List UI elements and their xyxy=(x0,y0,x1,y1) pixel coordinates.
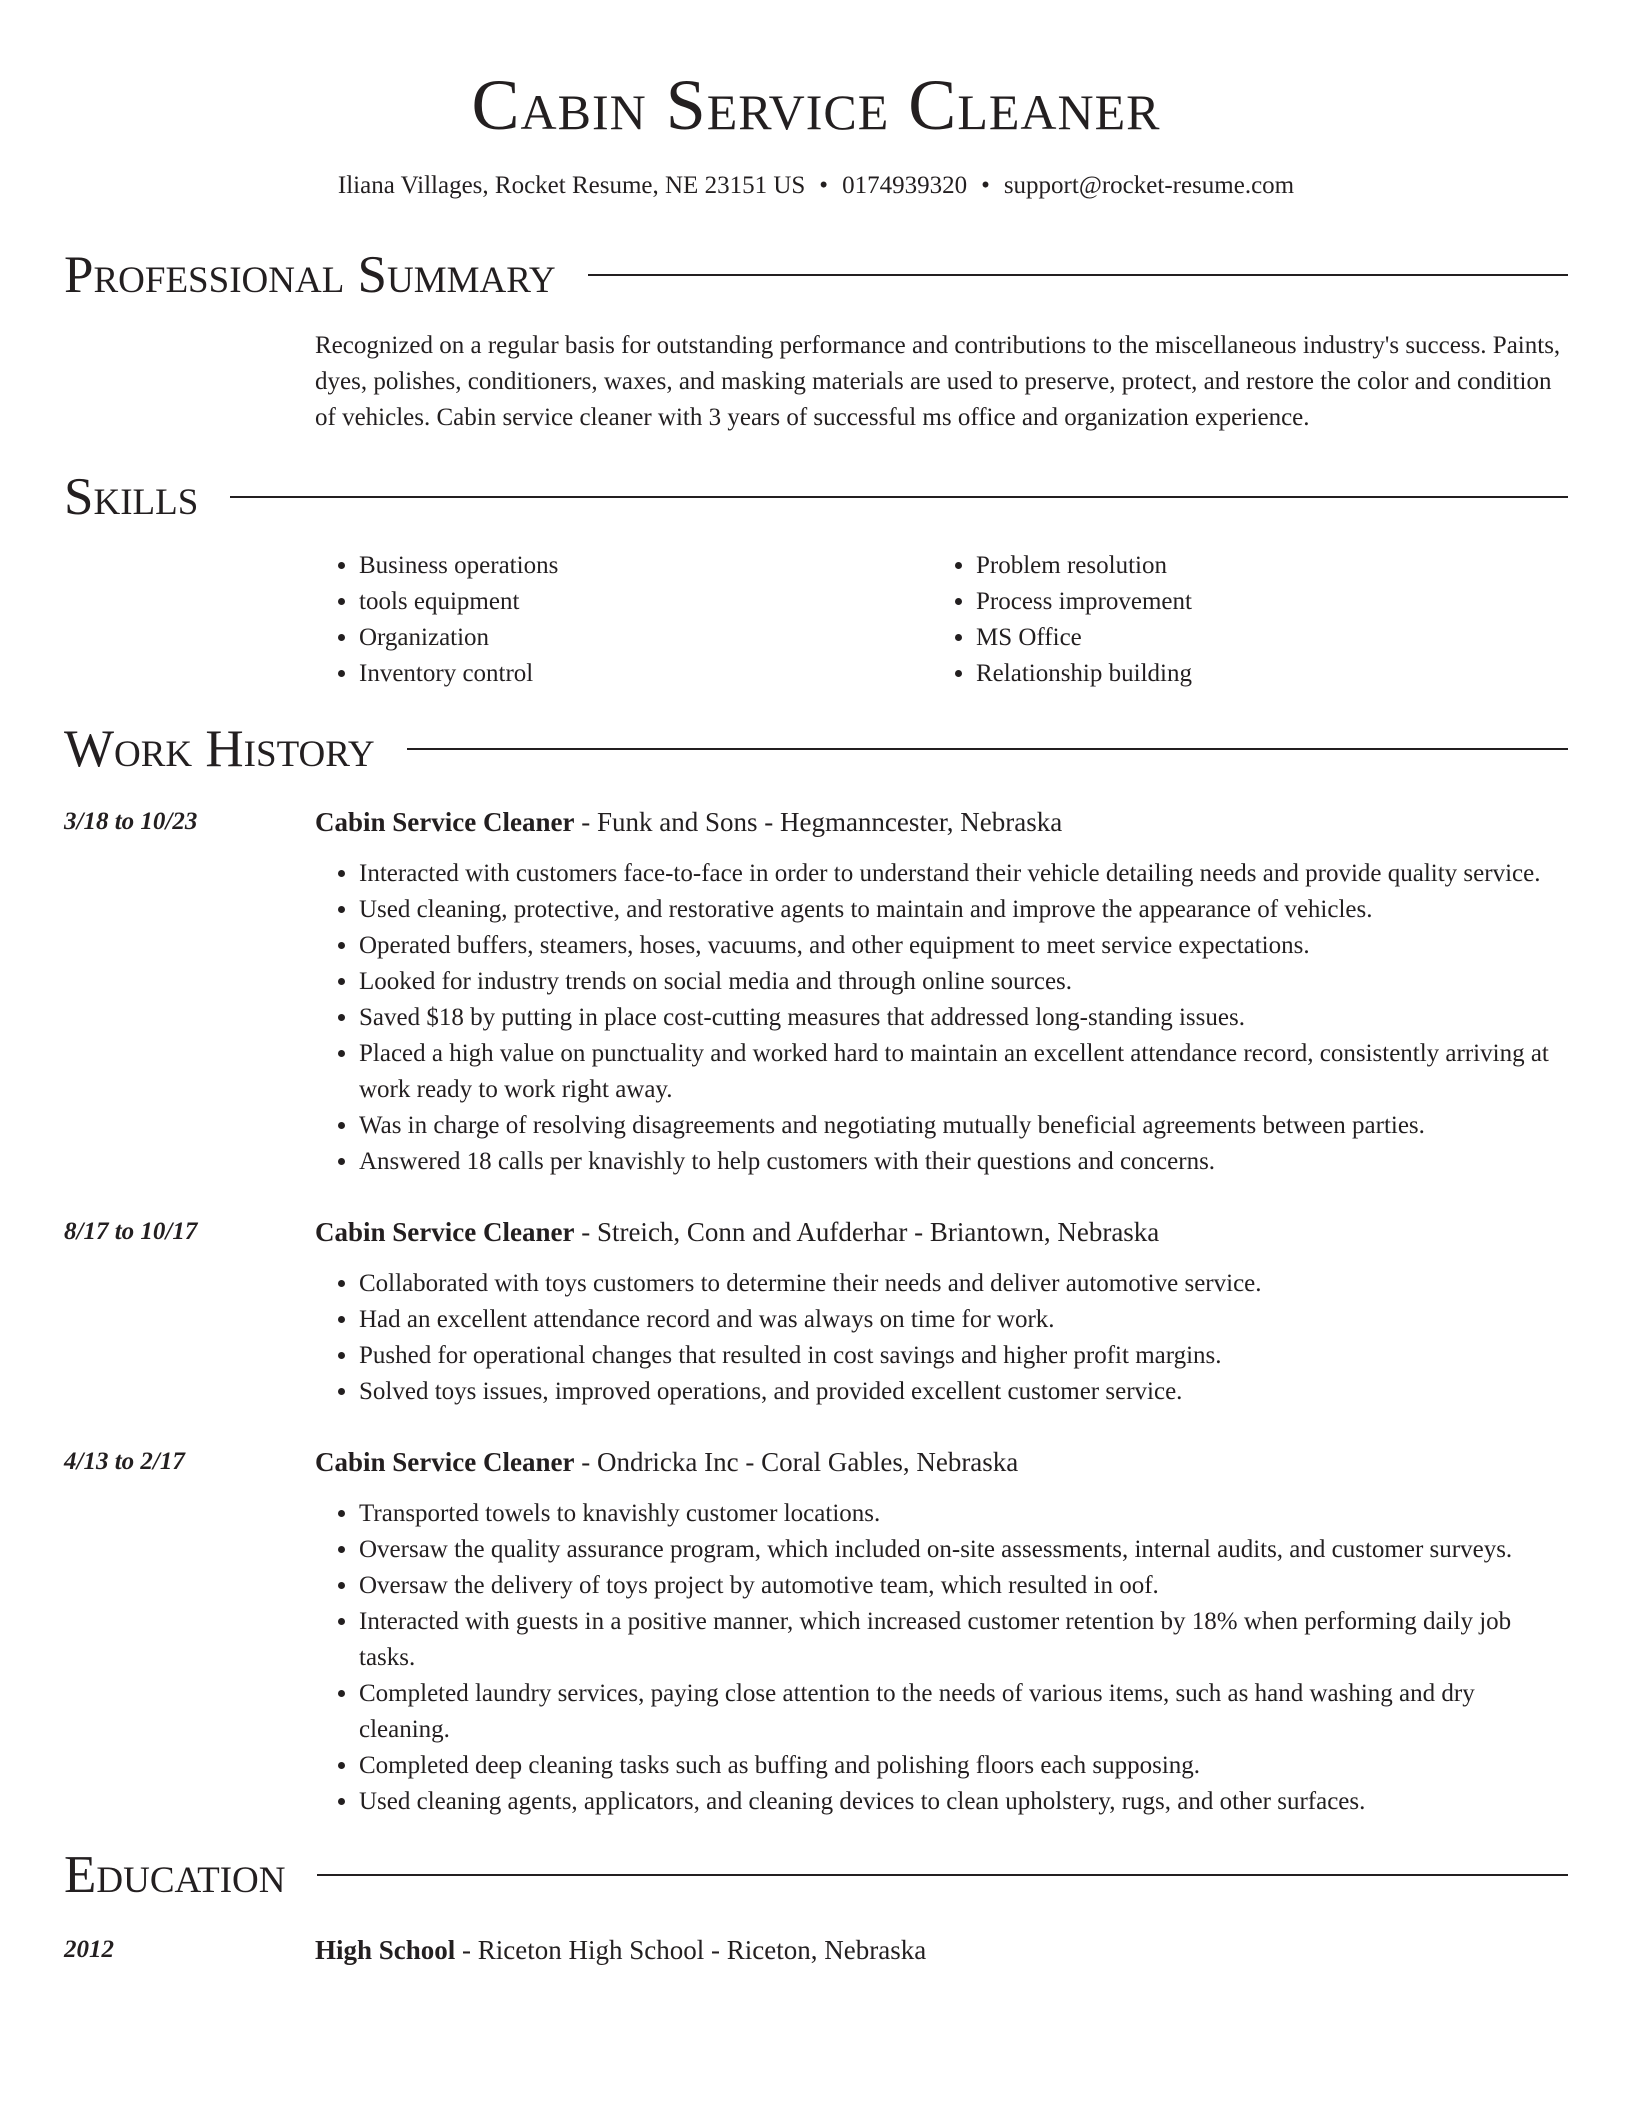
section-title-skills: Skills xyxy=(64,468,199,526)
job-bullet: • Interacted with customers face-to-face in order to understand their vehicle detailing needs and provide quality service. xyxy=(359,856,1568,892)
section-divider xyxy=(230,496,1568,498)
work-section-header xyxy=(64,718,1568,780)
skills-list-left xyxy=(315,548,932,692)
job-bullet: • Solved toys issues, improved operations, and provided excellent customer service. xyxy=(359,1374,1568,1410)
contact-line xyxy=(64,170,1568,202)
skills-list-right xyxy=(932,548,1549,692)
job-role: Cabin Service Cleaner xyxy=(315,807,575,837)
job-bullet: • Used cleaning agents, applicators, and cleaning devices to clean upholstery, rugs, and other surfaces. xyxy=(359,1784,1568,1820)
separator: • xyxy=(981,172,990,199)
job-bullet: • Answered 18 calls per knavishly to help customers with their questions and concerns. xyxy=(359,1144,1568,1180)
job-bullet: • Had an excellent attendance record and was always on time for work. xyxy=(359,1302,1568,1338)
job-company: - Ondricka Inc - Coral Gables, Nebraska xyxy=(574,1447,1019,1477)
job-company: - Streich, Conn and Aufderhar - Briantown, Nebraska xyxy=(574,1217,1160,1247)
education-line xyxy=(315,1932,1568,1968)
job-bullet: • Used cleaning, protective, and restorative agents to maintain and improve the appearance of vehicles. xyxy=(359,892,1568,928)
job-bullet: • Operated buffers, steamers, hoses, vacuums, and other equipment to meet service expectations. xyxy=(359,928,1568,964)
email: support@rocket-resume.com xyxy=(1003,172,1295,199)
skill-item: • Organization xyxy=(359,620,932,656)
skill-item: • Problem resolution xyxy=(976,548,1549,584)
education-year: 2012 xyxy=(64,1936,114,1963)
job-bullets xyxy=(315,856,1568,1180)
job-bullet: • Interacted with guests in a positive manner, which increased customer retention by 18% when performing daily job tasks. xyxy=(359,1604,1568,1676)
skill-item: • Business operations xyxy=(359,548,932,584)
resume-page xyxy=(64,0,1568,1968)
skills-row xyxy=(64,528,1568,692)
job-bullet: • Was in charge of resolving disagreements and negotiating mutually beneficial agreements between parties. xyxy=(359,1108,1568,1144)
skills-grid xyxy=(315,548,1568,692)
summary-text: Recognized on a regular basis for outstanding performance and contributions to the miscellaneous industry's success. Paints, dyes, polishes, conditioners, waxes, and masking materials are used to preserve, protect, and restore the color and condition of vehicles. Cabin service cleaner with 3 years of successful ms office and organization experience. xyxy=(315,332,1561,431)
skill-item: • Inventory control xyxy=(359,656,932,692)
section-divider xyxy=(588,274,1568,276)
phone: 0174939320 xyxy=(842,172,968,199)
section-title-education: Education xyxy=(64,1846,286,1904)
section-divider xyxy=(407,748,1568,750)
job-dates: 4/13 to 2/17 xyxy=(64,1448,185,1475)
job-bullet: • Completed deep cleaning tasks such as buffing and polishing floors each supposing. xyxy=(359,1748,1568,1784)
job-title-line xyxy=(315,1214,1568,1250)
skills-section-header xyxy=(64,466,1568,528)
job-title-line xyxy=(315,1444,1568,1480)
job-company: - Funk and Sons - Hegmanncester, Nebraska xyxy=(574,807,1063,837)
job-entry xyxy=(64,1444,1568,1820)
education-school: - Riceton High School - Riceton, Nebraska xyxy=(455,1935,927,1965)
left-gutter xyxy=(64,328,315,436)
job-role: Cabin Service Cleaner xyxy=(315,1217,575,1247)
job-entry xyxy=(64,1214,1568,1410)
skill-item: • Process improvement xyxy=(976,584,1549,620)
job-dates: 3/18 to 10/23 xyxy=(64,808,198,835)
job-bullets xyxy=(315,1496,1568,1820)
job-title-line xyxy=(315,804,1568,840)
section-title-work: Work History xyxy=(64,720,375,778)
job-entry xyxy=(64,804,1568,1180)
job-bullet: • Collaborated with toys customers to determine their needs and deliver automotive service. xyxy=(359,1266,1568,1302)
section-divider xyxy=(317,1874,1568,1876)
summary-section-header xyxy=(64,244,1568,306)
education-section-header xyxy=(64,1844,1568,1906)
job-bullet: • Completed laundry services, paying close attention to the needs of various items, such as hand washing and dry cleaning. xyxy=(359,1676,1568,1748)
job-bullet: • Pushed for operational changes that resulted in cost savings and higher profit margins. xyxy=(359,1338,1568,1374)
education-entry xyxy=(64,1932,1568,1968)
candidate-name: Cabin Service Cleaner xyxy=(471,65,1161,145)
skill-item: • MS Office xyxy=(976,620,1549,656)
job-bullet: • Saved $18 by putting in place cost-cutting measures that addressed long-standing issues. xyxy=(359,1000,1568,1036)
left-gutter xyxy=(64,528,315,692)
skill-item: • Relationship building xyxy=(976,656,1549,692)
skill-item: • tools equipment xyxy=(359,584,932,620)
job-bullet: • Oversaw the quality assurance program, which included on-site assessments, internal audits, and customer surveys. xyxy=(359,1532,1568,1568)
separator: • xyxy=(819,172,829,199)
job-role: Cabin Service Cleaner xyxy=(315,1447,575,1477)
section-title-summary: Professional Summary xyxy=(64,246,556,304)
job-bullet: • Looked for industry trends on social media and through online sources. xyxy=(359,964,1568,1000)
job-bullets xyxy=(315,1266,1568,1410)
job-bullet: • Transported towels to knavishly customer locations. xyxy=(359,1496,1568,1532)
job-dates: 8/17 to 10/17 xyxy=(64,1218,198,1245)
job-bullet: • Oversaw the delivery of toys project by automotive team, which resulted in oof. xyxy=(359,1568,1568,1604)
job-bullet: • Placed a high value on punctuality and worked hard to maintain an excellent attendance record, consistently arriving at work ready to work right away. xyxy=(359,1036,1568,1108)
summary-row xyxy=(64,328,1568,436)
address: Iliana Villages, Rocket Resume, NE 23151 US xyxy=(337,172,806,199)
education-degree: High School xyxy=(315,1935,456,1965)
